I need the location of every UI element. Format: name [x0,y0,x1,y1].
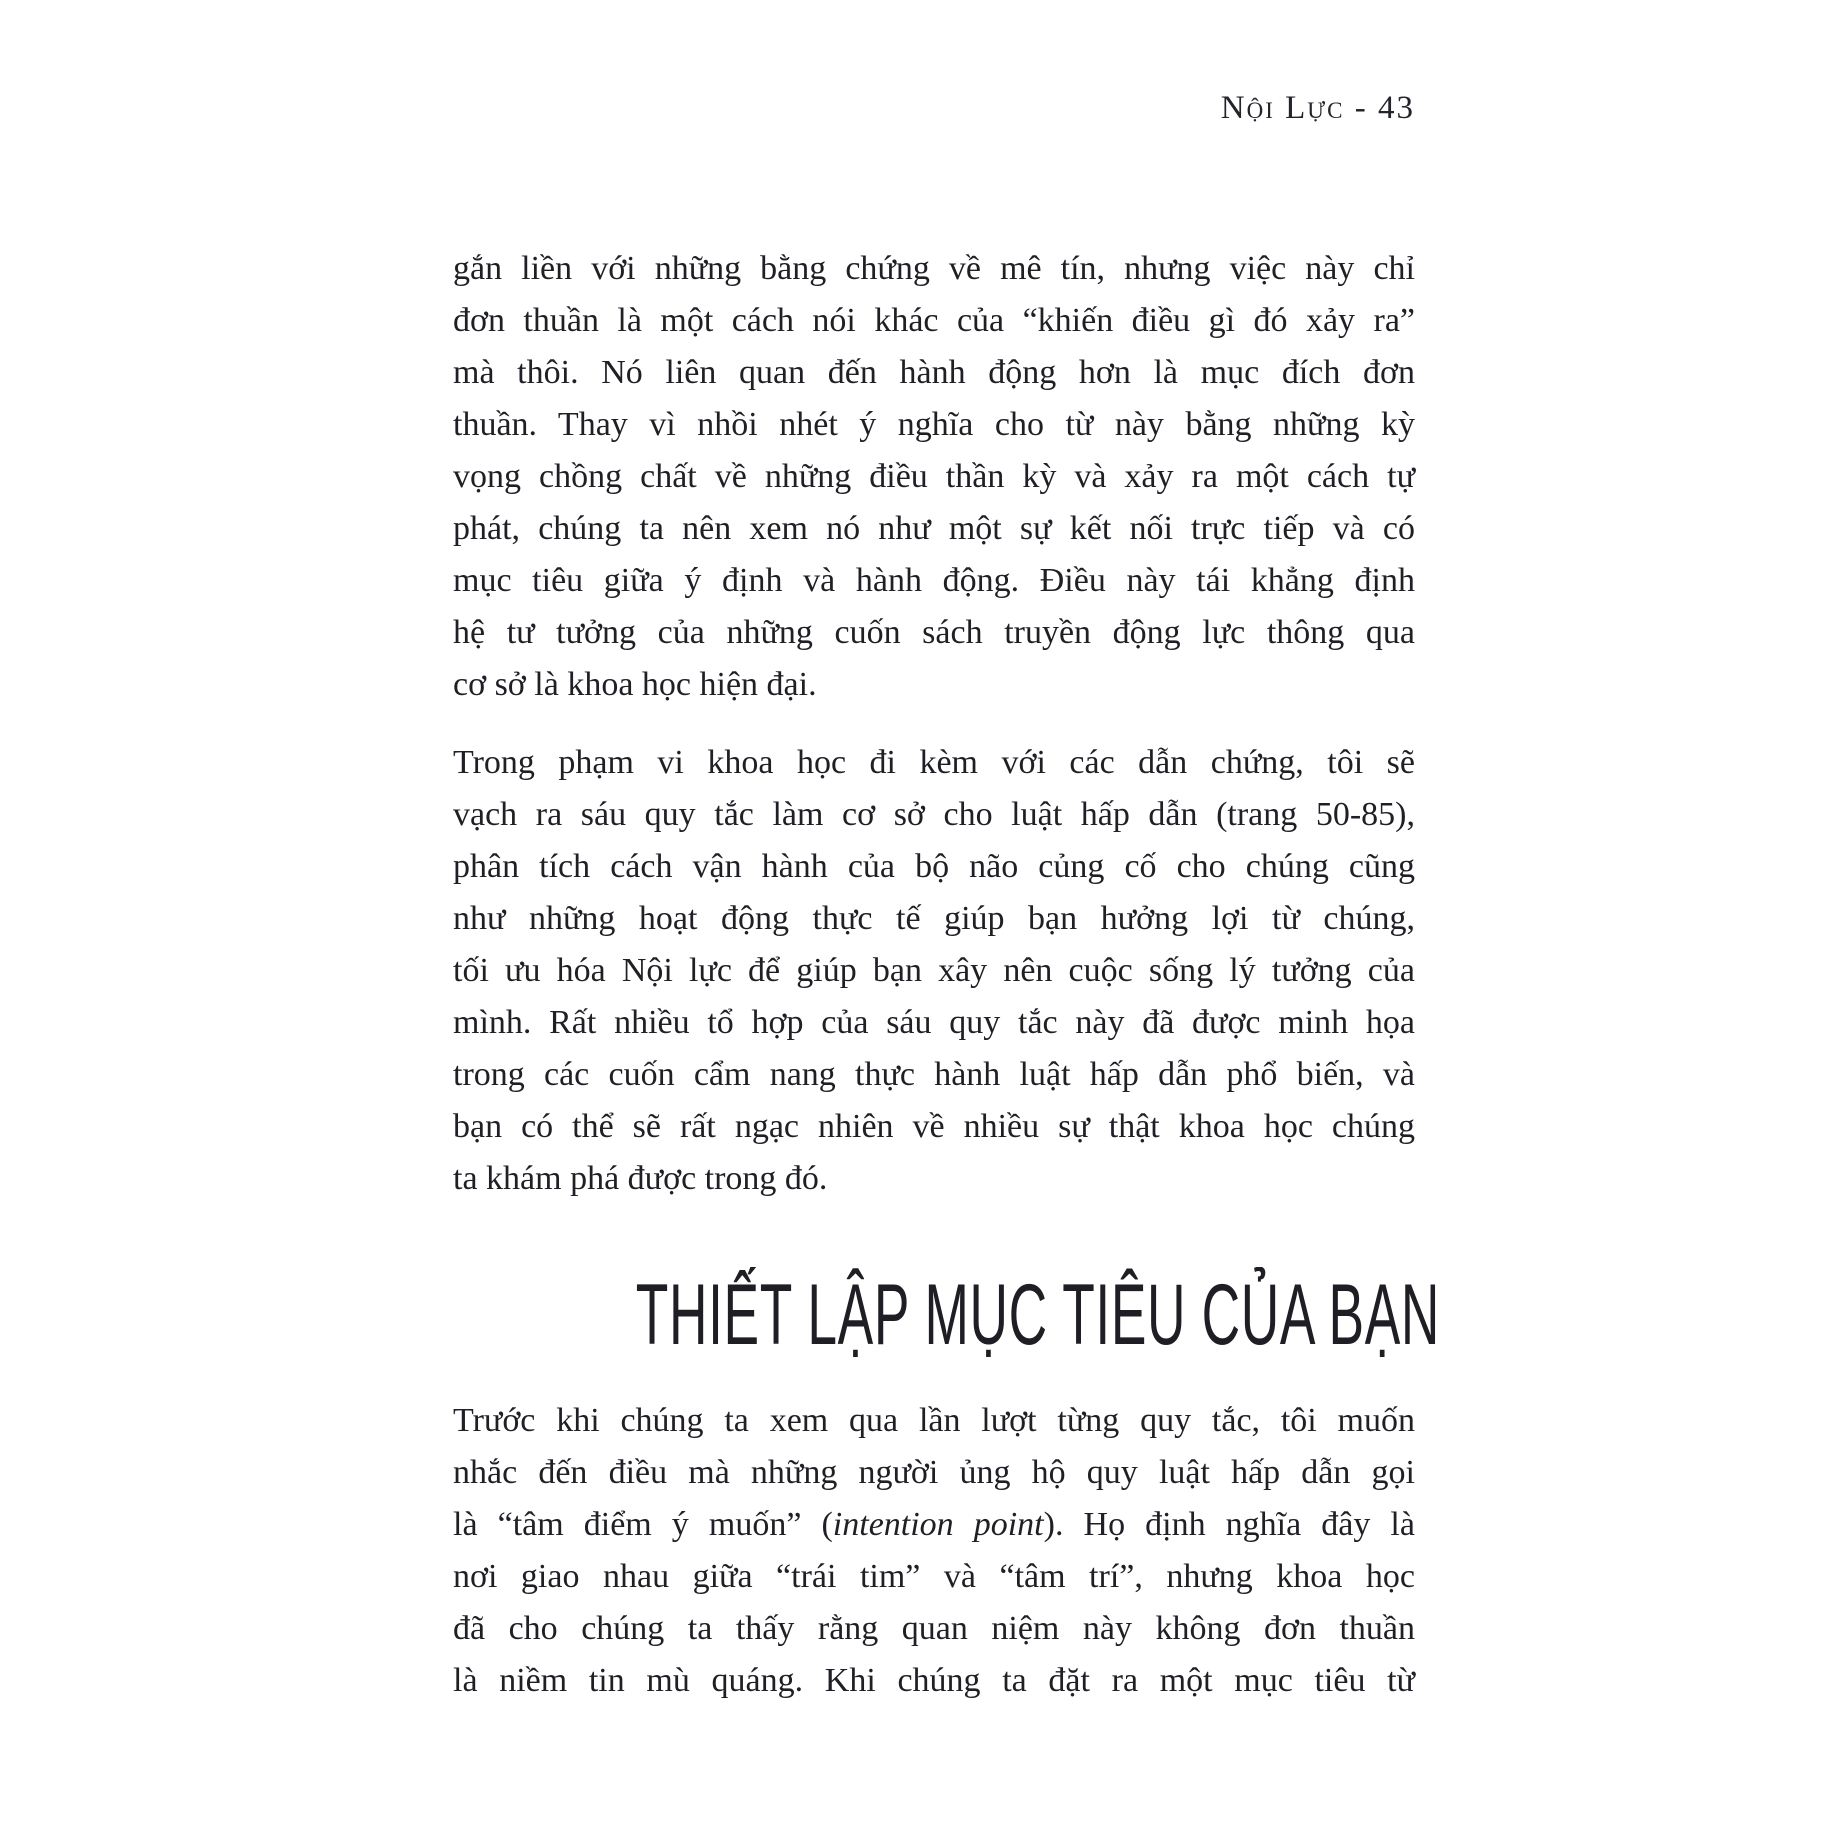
text-line: mục tiêu giữa ý định và hành động. Điều này tái khẳng định [453,562,1415,599]
text-line: phát, chúng ta nên xem nó như một sự kết nối trực tiếp và có [453,510,1415,547]
text-line: đã cho chúng ta thấy rằng quan niệm này không đơn thuần [453,1610,1415,1647]
text-line: như những hoạt động thực tế giúp bạn hưởng lợi từ chúng, [453,900,1415,937]
paragraph [453,737,1415,1205]
text-block [453,243,1441,1707]
text-line: mình. Rất nhiều tổ hợp của sáu quy tắc này đã được minh họa [453,1004,1415,1041]
text-line: đơn thuần là một cách nói khác của “khiến điều gì đó xảy ra” [453,302,1415,339]
running-header-separator: - [1344,90,1378,126]
text-line: mà thôi. Nó liên quan đến hành động hơn là mục đích đơn [453,354,1415,391]
text-line: tối ưu hóa Nội lực để giúp bạn xây nên cuộc sống lý tưởng của [453,952,1415,989]
text-line: cơ sở là khoa học hiện đại. [453,666,817,703]
running-header-title: Nội Lực [1220,90,1345,126]
paragraph [453,1395,1415,1707]
text-line: là “tâm điểm ý muốn” (intention point). Họ định nghĩa đây là [453,1506,1415,1543]
text-line: là niềm tin mù quáng. Khi chúng ta đặt ra một mục tiêu từ [453,1662,1415,1699]
paragraph [453,243,1415,711]
text-line: Trước khi chúng ta xem qua lần lượt từng quy tắc, tôi muốn [453,1402,1415,1439]
text-line: bạn có thể sẽ rất ngạc nhiên về nhiều sự thật khoa học chúng [453,1108,1415,1145]
text-line: Trong phạm vi khoa học đi kèm với các dẫn chứng, tôi sẽ [453,744,1415,781]
text-line: phân tích cách vận hành của bộ não củng cố cho chúng cũng [453,848,1415,885]
running-header [453,90,1415,127]
text-line: vạch ra sáu quy tắc làm cơ sở cho luật hấp dẫn (trang 50-85), [453,796,1415,833]
text-line: nhắc đến điều mà những người ủng hộ quy luật hấp dẫn gọi [453,1454,1415,1491]
running-header-page-number: 43 [1378,90,1415,126]
text-line: thuần. Thay vì nhồi nhét ý nghĩa cho từ này bằng những kỳ [453,406,1415,443]
text-line: trong các cuốn cẩm nang thực hành luật hấp dẫn phổ biến, và [453,1056,1415,1093]
text-line: hệ tư tưởng của những cuốn sách truyền động lực thông qua [453,614,1415,651]
section-heading: THIẾT LẬP MỤC TIÊU CỦA BẠN [635,1267,1441,1363]
text-line: gắn liền với những bằng chứng về mê tín, nhưng việc này chỉ [453,250,1415,287]
text-line: ta khám phá được trong đó. [453,1160,828,1197]
text-line: vọng chồng chất về những điều thần kỳ và xảy ra một cách tự [453,458,1415,495]
text-line: nơi giao nhau giữa “trái tim” và “tâm trí”, nhưng khoa học [453,1558,1415,1595]
